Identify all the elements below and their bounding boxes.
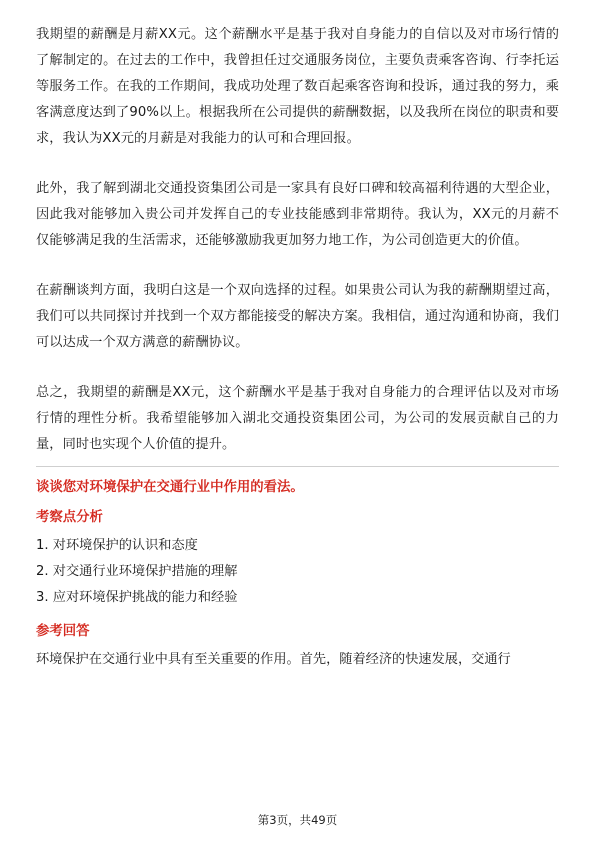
analysis-point: 2. 对交通行业环境保护措施的理解: [36, 564, 238, 579]
analysis-point: 3. 应对环境保护挑战的能力和经验: [36, 590, 238, 605]
page-content: [36, 22, 559, 673]
answer-heading: 参考回答: [36, 624, 90, 639]
section-divider: [36, 466, 559, 467]
paragraph-salary-expectation: 我期望的薪酬是月薪XX元。这个薪酬水平是基于我对自身能力的自信以及对市场行情的了解制定的。在过去的工作中，我曾担任过交通服务岗位，主要负责乘客咨询、行李托运等服务工作。在我的工作期间，我成功处理了数百起乘客咨询和投诉，通过我的努力，乘客满意度达到了90%以上。根据我所在公司提供的薪酬数据，以及我所在岗位的职责和要求，我认为XX元的月薪是对我能力的认可和合理回报。: [36, 27, 559, 146]
paragraph-conclusion: 总之，我期望的薪酬是XX元，这个薪酬水平是基于我对自身能力的合理评估以及对市场行情的理性分析。我希望能够加入湖北交通投资集团公司，为公司的发展贡献自己的力量，同时也实现个人价值的提升。: [36, 385, 559, 452]
paragraph-company-interest: 此外，我了解到湖北交通投资集团公司是一家具有良好口碑和较高福利待遇的大型企业，因此我对能够加入贵公司并发挥自己的专业技能感到非常期待。我认为，XX元的月薪不仅能够满足我的生活需求，还能够激励我更加努力地工作，为公司创造更大的价值。: [36, 181, 559, 248]
analysis-heading: 考察点分析: [36, 510, 103, 525]
analysis-point: 1. 对环境保护的认识和态度: [36, 538, 198, 553]
analysis-points: [36, 533, 559, 611]
interview-question: 谈谈您对环境保护在交通行业中作用的看法。: [36, 480, 304, 495]
page-number: 第3页，共49页: [257, 813, 338, 827]
answer-text: 环境保护在交通行业中具有至关重要的作用。首先，随着经济的快速发展，交通行: [36, 652, 511, 667]
paragraph-negotiation: 在薪酬谈判方面，我明白这是一个双向选择的过程。如果贵公司认为我的薪酬期望过高，我们可以共同探讨并找到一个双方都能接受的解决方案。我相信，通过沟通和协商，我们可以达成一个双方满意的薪酬协议。: [36, 283, 559, 350]
